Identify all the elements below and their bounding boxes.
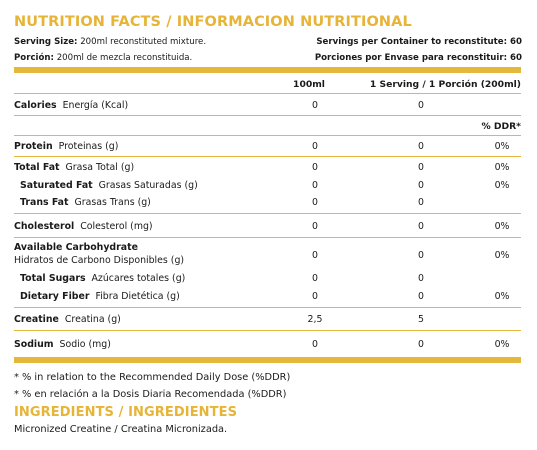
divider [14,156,521,157]
row-carbs-label-es: Hidratos de Carbono Disponibles (g) [14,255,185,266]
row-label-en: Sodium [14,339,54,350]
row-sugars-label [20,273,185,284]
footnote-es: * % en relación a la Dosis Diaria Recomendada (%DDR) [14,389,287,400]
divider [14,213,521,214]
saturated-fat-serving: 0 [418,180,424,191]
porciones-por-envase: Porciones por Envase para reconstituir: 60 [314,53,522,63]
porcion-value: 200ml de mezcla reconstituida. [56,53,193,63]
footnote-en: * % in relation to the Recommended Daily Dose (%DDR) [14,372,291,383]
total-fat-ddr: 0% [494,162,510,173]
divider [14,115,521,116]
protein-serving: 0 [418,141,424,152]
serving-size [14,37,206,47]
creatine-serving: 5 [418,314,424,325]
row-label-en: Cholesterol [14,221,75,232]
row-label-es: Sodio (mg) [59,339,111,350]
sodium-serving: 0 [418,339,424,350]
row-sodium-label [14,339,111,350]
row-label-es: Azúcares totales (g) [91,273,186,284]
trans-fat-100ml: 0 [312,197,318,208]
row-label-en: Creatine [14,314,59,325]
row-label-en: Saturated Fat [20,180,93,191]
col-header-100ml: 100ml [293,79,325,90]
ingredients-title: INGREDIENTS / INGREDIENTES [14,405,238,420]
protein-100ml: 0 [312,141,318,152]
row-label-es: Fibra Dietética (g) [95,291,180,302]
row-label-en: Total Fat [14,162,60,173]
row-label-es: Energía (Kcal) [62,100,129,111]
trans-fat-serving: 0 [418,197,424,208]
row-label-es: Grasas Saturadas (g) [98,180,198,191]
row-cholesterol-label [14,221,153,232]
row-creatine-label [14,314,121,325]
row-label-en: Trans Fat [20,197,69,208]
row-calories-label [14,100,128,111]
sodium-ddr: 0% [494,339,510,350]
row-label-es: Colesterol (mg) [80,221,153,232]
calories-100ml: 0 [312,100,318,111]
serving-size-value: 200ml reconstituted mixture. [80,37,207,47]
porcion [14,53,192,63]
creatine-100ml: 2,5 [307,314,323,325]
saturated-fat-100ml: 0 [312,180,318,191]
calories-serving: 0 [418,100,424,111]
sodium-100ml: 0 [312,339,318,350]
serving-size-label: Serving Size: [14,37,78,47]
row-label-en: Protein [14,141,53,152]
nutrition-title: NUTRITION FACTS / INFORMACION NUTRITIONAL [14,14,412,30]
porcion-label: Porción: [14,53,54,63]
total-fat-100ml: 0 [312,162,318,173]
carbs-100ml: 0 [312,250,318,261]
row-label-en: Calories [14,100,57,111]
carbs-serving: 0 [418,250,424,261]
cholesterol-ddr: 0% [494,221,510,232]
row-label-en: Total Sugars [20,273,86,284]
row-label-es: Grasas Trans (g) [74,197,151,208]
row-total-fat-label [14,162,134,173]
row-saturated-fat-label [20,180,198,191]
divider [14,237,521,238]
row-carbs-label-en: Available Carbohydrate [14,242,138,253]
divider [14,307,521,308]
divider [14,135,521,136]
ingredients-text: Micronized Creatine / Creatina Micronizada. [14,424,228,435]
protein-ddr: 0% [494,141,510,152]
divider-thick-bottom [14,357,521,363]
sugars-100ml: 0 [312,273,318,284]
cholesterol-serving: 0 [418,221,424,232]
total-fat-serving: 0 [418,162,424,173]
row-label-es: Grasa Total (g) [65,162,135,173]
col-header-ddr: % DDR* [481,121,521,132]
servings-per-container: Servings per Container to reconstitute: 60 [316,37,522,47]
cholesterol-100ml: 0 [312,221,318,232]
row-fiber-label [20,291,180,302]
fiber-ddr: 0% [494,291,510,302]
divider [14,93,521,94]
saturated-fat-ddr: 0% [494,180,510,191]
carbs-ddr: 0% [494,250,510,261]
divider [14,330,521,331]
col-header-serving: 1 Serving / 1 Porción (200ml) [369,79,521,90]
row-label-es: Proteinas (g) [58,141,119,152]
sugars-serving: 0 [418,273,424,284]
fiber-100ml: 0 [312,291,318,302]
fiber-serving: 0 [418,291,424,302]
row-protein-label [14,141,118,152]
row-label-es: Creatina (g) [64,314,121,325]
row-trans-fat-label [20,197,151,208]
row-label-en: Dietary Fiber [20,291,90,302]
divider-thick-top [14,67,521,73]
